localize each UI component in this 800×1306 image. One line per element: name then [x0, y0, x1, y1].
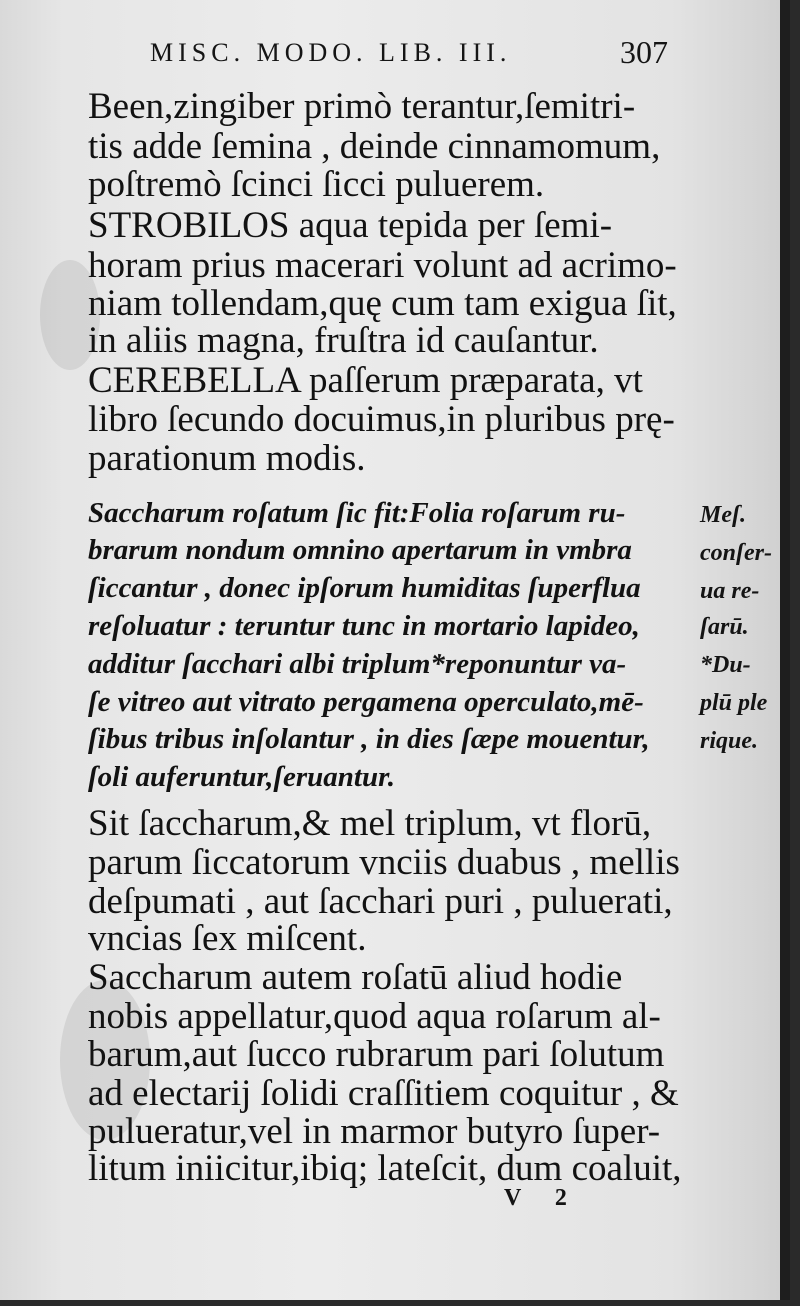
text-line: vncias ſex miſcent. [88, 918, 367, 959]
italic-line: brarum nondum omnino apertarum in vmbra [88, 534, 632, 566]
text-line: Sit ſaccharum,& mel triplum, vt florū, [88, 803, 652, 844]
text-line: litum iniicitur,ibiq; lateſcit, dum coaluit, [88, 1148, 682, 1189]
text-line: STROBILOS aqua tepida per ſemi- [88, 205, 613, 246]
italic-line: ſoli auferuntur,ſeruantur. [88, 761, 396, 793]
text-line: pulueratur,vel in marmor butyro ſuper- [88, 1111, 661, 1152]
text-line: CEREBELLA paſſerum præparata, vt [88, 360, 643, 401]
margin-note: ua re- [700, 578, 760, 604]
margin-note: Meſ. [700, 502, 746, 528]
running-head [120, 34, 690, 78]
text-line: parum ſiccatorum vnciis duabus , mellis [88, 842, 680, 883]
signature-mark: V 2 [504, 1185, 581, 1211]
italic-line: ſibus tribus inſolantur , in dies ſæpe mouentur, [88, 723, 650, 755]
text-line: nobis appellatur,quod aqua roſarum al- [88, 996, 661, 1037]
text-line: horam prius macerari volunt ad acrimo- [88, 245, 677, 286]
text-line: barum,aut ſucco rubrarum pari ſolutum [88, 1034, 665, 1075]
text-line: deſpumati , aut ſacchari puri , puluerati, [88, 881, 673, 922]
italic-line: Saccharum roſatum ſic fit:Folia roſarum ru- [88, 497, 626, 529]
italic-line: reſoluatur : teruntur tunc in mortario lapideo, [88, 610, 640, 642]
running-head-title: MISC. MODO. LIB. III. [150, 38, 512, 67]
margin-note: rique. [700, 728, 759, 754]
text-line: ad electarij ſolidi craſſitiem coquitur , & [88, 1073, 679, 1114]
text-line: parationum modis. [88, 438, 366, 479]
page-number: 307 [620, 34, 668, 70]
italic-line: ſiccantur , donec ipſorum humiditas ſuperflua [88, 572, 641, 604]
text-line: tis adde ſemina , deinde cinnamomum, [88, 126, 661, 167]
text-line: libro ſecundo docuimus,in pluribus prę- [88, 399, 675, 440]
text-line: poſtremò ſcinci ſicci puluerem. [88, 164, 545, 205]
text-line: in aliis magna, fruſtra id cauſantur. [88, 320, 599, 361]
italic-line: ſe vitreo aut vitrato pergamena operculato,mē- [88, 686, 644, 718]
text-line: Saccharum autem roſatū aliud hodie [88, 957, 623, 998]
text-line: Been,zingiber primò terantur,ſemitri- [88, 86, 636, 127]
margin-note: conſer- [700, 540, 772, 566]
margin-note: *Du- [700, 652, 751, 678]
italic-line: additur ſacchari albi triplum*reponuntur va- [88, 648, 627, 680]
margin-note: plū ple [700, 690, 768, 716]
text-line: niam tollendam,quę cum tam exigua ſit, [88, 283, 677, 324]
margin-note: ſarū. [700, 614, 749, 640]
